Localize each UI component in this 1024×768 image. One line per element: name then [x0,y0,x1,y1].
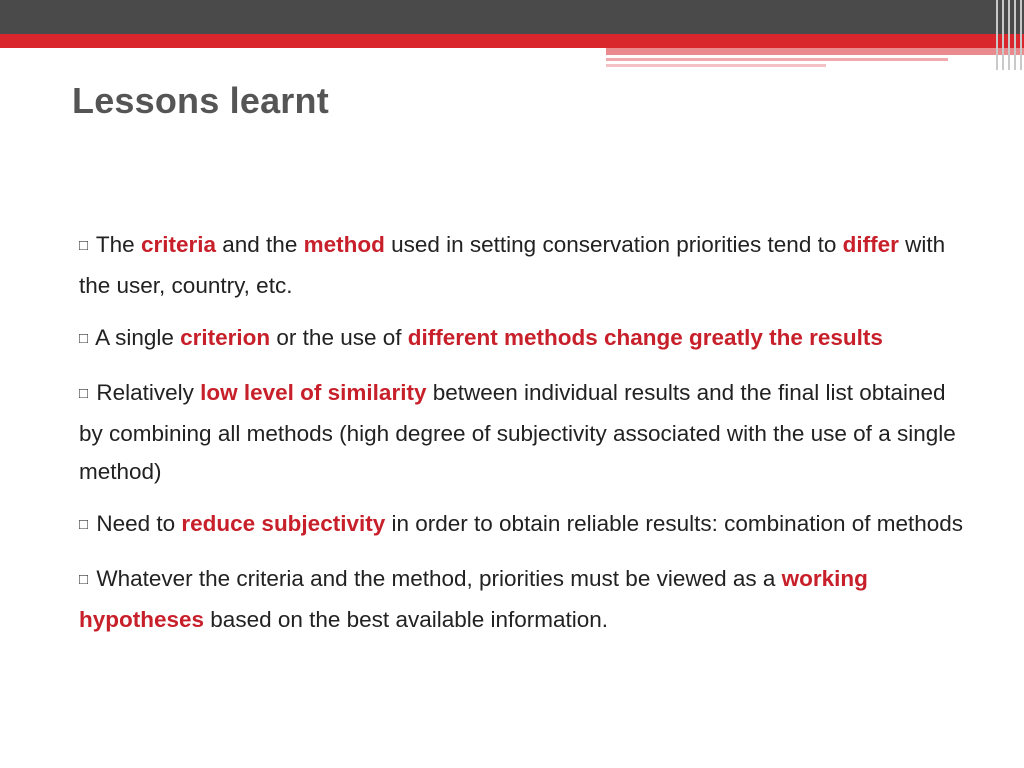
bullet-text: based on the best available information. [204,607,609,632]
bullet-text: in order to obtain reliable results: combination of methods [385,511,964,536]
bullet-item [79,226,969,305]
bullet-marker-icon: □ [79,516,89,533]
header-accent-bar [606,48,1024,55]
bullet-marker-icon: □ [79,237,89,254]
header-red-bar [0,34,1024,48]
bullet-text: and the [216,232,304,257]
bullet-item [79,505,969,546]
header-accent-line-short [606,64,826,67]
highlighted-text: criterion [180,325,271,350]
highlighted-text: differ [842,232,899,257]
bullet-marker-icon: □ [79,330,89,347]
bullet-marker-icon: □ [79,385,89,402]
slide-title: Lessons learnt [72,80,329,121]
bullet-text: used in setting conservation priorities tend to [384,232,843,257]
header-dark-bar [0,0,1024,34]
highlighted-text: reduce subjectivity [181,511,386,536]
header-stripes-decoration [990,0,1024,70]
bullet-text: Need to [96,511,182,536]
bullet-marker-icon: □ [79,571,89,588]
highlighted-text: method [303,232,385,257]
highlighted-text: different methods change greatly the results [407,325,883,350]
bullet-text: A single [95,325,181,350]
bullet-text: between individual results and the final list obtained by combining all methods (high degree of subjectivity associated with the use of a single method) [79,380,956,484]
bullet-text: or the use of [270,325,408,350]
bullet-item [79,319,969,360]
bullet-item [79,560,969,639]
bullet-list [79,226,969,653]
highlighted-text: working hypotheses [79,566,868,632]
bullet-text: Whatever the criteria and the method, priorities must be viewed as a [96,566,782,591]
bullet-text: Relatively [96,380,201,405]
bullet-text: with the user, country, etc. [79,232,946,298]
bullet-text: The [95,232,141,257]
header-accent-line [606,58,948,61]
highlighted-text: low level of similarity [200,380,427,405]
highlighted-text: criteria [140,232,217,257]
bullet-item [79,374,969,491]
